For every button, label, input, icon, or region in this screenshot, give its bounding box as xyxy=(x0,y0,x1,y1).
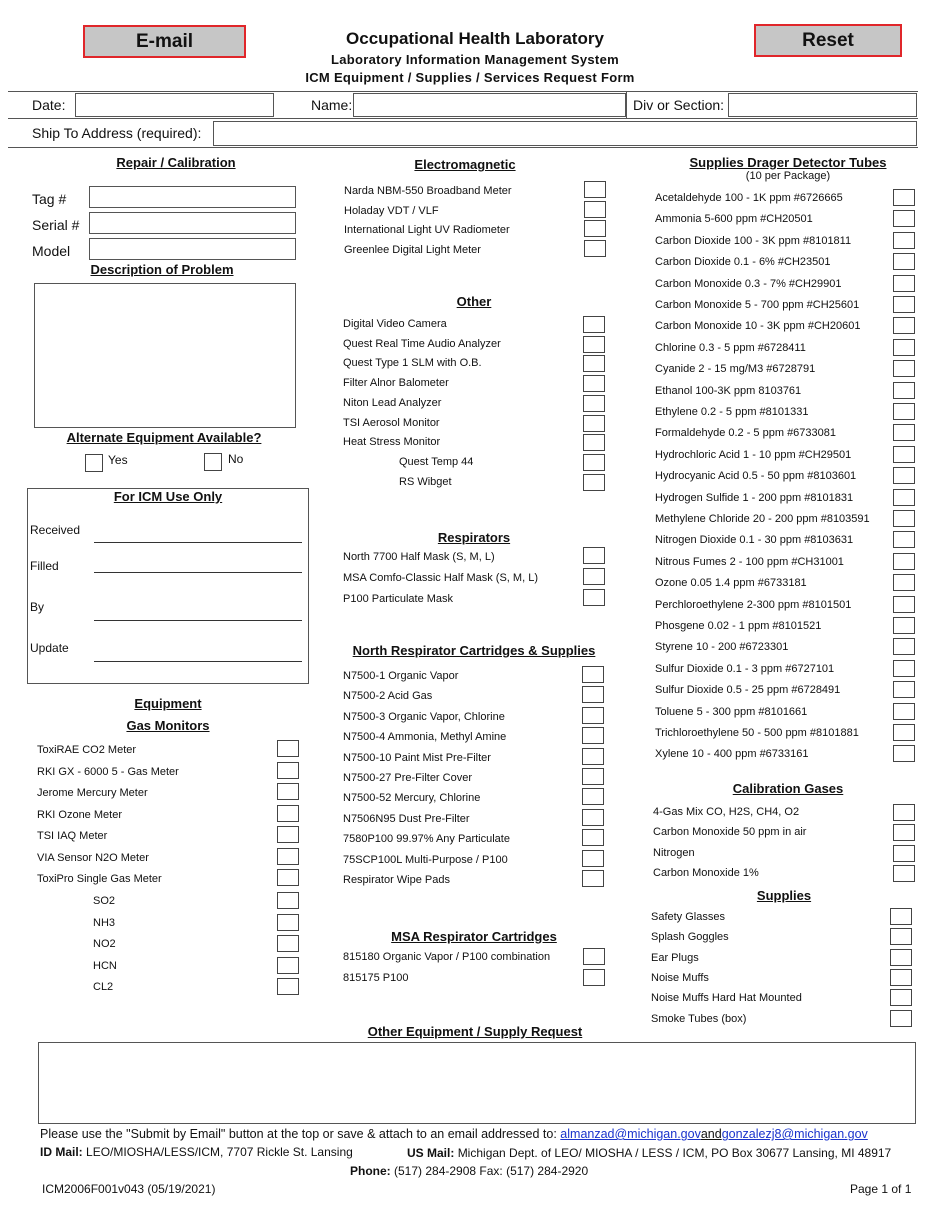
item-checkbox[interactable] xyxy=(893,681,915,698)
list-item-label: 75SCP100L Multi-Purpose / P100 xyxy=(343,853,508,866)
item-checkbox[interactable] xyxy=(893,210,915,227)
list-item-label: Niton Lead Analyzer xyxy=(343,396,442,409)
list-item-label: N7500-2 Acid Gas xyxy=(343,690,433,703)
list-item-label: Safety Glasses xyxy=(651,911,725,923)
item-checkbox[interactable] xyxy=(893,360,915,377)
item-checkbox[interactable] xyxy=(277,826,299,843)
item-checkbox[interactable] xyxy=(893,446,915,463)
list-item-label: MSA Comfo-Classic Half Mask (S, M, L) xyxy=(343,572,538,584)
list-item-label: N7500-10 Paint Mist Pre-Filter xyxy=(343,751,491,764)
item-checkbox[interactable] xyxy=(893,553,915,570)
other-request-heading: Other Equipment / Supply Request xyxy=(367,1024,583,1039)
date-field[interactable] xyxy=(75,93,274,117)
item-checkbox[interactable] xyxy=(277,869,299,886)
drager-heading: Supplies Drager Detector Tubes xyxy=(689,155,887,170)
list-item-label: Ozone 0.05 1.4 ppm #6733181 xyxy=(655,577,807,590)
other-request-textarea[interactable] xyxy=(38,1042,916,1124)
id-mail xyxy=(40,1145,353,1159)
list-item-label: 815180 Organic Vapor / P100 combination xyxy=(343,951,551,963)
item-checkbox[interactable] xyxy=(582,870,604,887)
name-field[interactable] xyxy=(353,93,626,117)
list-item-label: Carbon Monoxide 5 - 700 ppm #CH25601 xyxy=(655,299,860,311)
list-item-label: Trichloroethylene 50 - 500 ppm #8101881 xyxy=(655,727,859,739)
list-item-label: Formaldehyde 0.2 - 5 ppm #6733081 xyxy=(655,427,837,440)
item-checkbox[interactable] xyxy=(277,848,299,865)
divider xyxy=(626,91,627,119)
item-checkbox[interactable] xyxy=(277,740,299,757)
list-item-label: N7500-1 Organic Vapor xyxy=(343,670,459,682)
list-item-label: TSI Aerosol Monitor xyxy=(343,416,440,429)
form-name: ICM Equipment / Supplies / Services Request Form xyxy=(305,70,635,85)
division-label: Div or Section: xyxy=(633,97,725,113)
item-checkbox[interactable] xyxy=(583,568,605,585)
list-item-label: RKI Ozone Meter xyxy=(37,808,122,821)
list-item-label: Carbon Dioxide 0.1 - 6% #CH23501 xyxy=(655,256,831,269)
by-label: By xyxy=(30,600,45,614)
repair-heading: Repair / Calibration xyxy=(116,155,236,170)
north-cartridges-heading: North Respirator Cartridges & Supplies xyxy=(352,643,596,658)
supplies-heading: Supplies xyxy=(756,888,812,903)
list-item-label: Ethanol 100-3K ppm 8103761 xyxy=(655,384,802,397)
item-checkbox[interactable] xyxy=(582,707,604,724)
list-item-label: Xylene 10 - 400 ppm #6733161 xyxy=(655,748,809,761)
list-item-label: North 7700 Half Mask (S, M, L) xyxy=(343,551,495,563)
us-mail-label: US Mail: xyxy=(407,1146,455,1160)
list-item-label: Smoke Tubes (box) xyxy=(651,1012,747,1025)
model-label: Model xyxy=(32,243,71,259)
item-checkbox[interactable] xyxy=(584,220,606,237)
footer-instruction-line xyxy=(40,1127,868,1141)
list-item-label: HCN xyxy=(93,959,117,972)
list-item-label: 4-Gas Mix CO, H2S, CH4, O2 xyxy=(653,806,800,818)
ship-to-label: Ship To Address (required): xyxy=(32,125,202,141)
list-item-label: N7500-27 Pre-Filter Cover xyxy=(343,772,472,784)
item-checkbox[interactable] xyxy=(582,686,604,703)
phone-label: Phone: xyxy=(350,1164,391,1178)
item-checkbox[interactable] xyxy=(893,253,915,270)
id-mail-label: ID Mail: xyxy=(40,1145,83,1159)
list-item-label: Carbon Dioxide 100 - 3K ppm #8101811 xyxy=(655,234,852,247)
msa-cartridges-heading: MSA Respirator Cartridges xyxy=(391,929,557,944)
list-item-label: 815175 P100 xyxy=(343,972,409,984)
calibration-gases-heading: Calibration Gases xyxy=(732,781,844,796)
form-id: ICM2006F001v043 (05/19/2021) xyxy=(42,1182,216,1196)
page-title: Occupational Health Laboratory xyxy=(346,29,604,48)
item-checkbox[interactable] xyxy=(583,454,605,471)
item-checkbox[interactable] xyxy=(277,914,299,931)
list-item-label: Toluene 5 - 300 ppm #8101661 xyxy=(655,705,808,718)
list-item-label: Jerome Mercury Meter xyxy=(37,787,148,799)
item-checkbox[interactable] xyxy=(582,829,604,846)
item-checkbox[interactable] xyxy=(893,660,915,677)
list-item-label: Sulfur Dioxide 0.1 - 3 ppm #6727101 xyxy=(655,662,835,675)
list-item-label: P100 Particulate Mask xyxy=(343,593,454,605)
received-line[interactable] xyxy=(94,542,302,543)
alt-yes-label: Yes xyxy=(108,453,128,467)
list-item-label: Noise Muffs xyxy=(651,971,709,984)
list-item-label: ToxiRAE CO2 Meter xyxy=(37,744,137,756)
item-checkbox[interactable] xyxy=(893,596,915,613)
item-checkbox[interactable] xyxy=(277,783,299,800)
list-item-label: NH3 xyxy=(93,916,116,929)
item-checkbox[interactable] xyxy=(583,415,605,432)
item-checkbox[interactable] xyxy=(890,969,912,986)
list-item-label: Filter Alnor Balometer xyxy=(343,377,449,390)
ship-to-field[interactable] xyxy=(213,121,917,146)
name-label: Name: xyxy=(311,97,353,113)
drager-subheading: (10 per Package) xyxy=(745,170,831,182)
item-checkbox[interactable] xyxy=(582,768,604,785)
list-item-label: RS Wibget xyxy=(399,476,452,488)
item-checkbox[interactable] xyxy=(893,724,915,741)
by-line[interactable] xyxy=(94,620,302,621)
item-checkbox[interactable] xyxy=(584,240,606,257)
list-item-label: Holaday VDT / VLF xyxy=(344,204,439,217)
item-checkbox[interactable] xyxy=(893,531,915,548)
email-link-1[interactable]: almanzad@michigan.gov xyxy=(560,1127,701,1141)
update-line[interactable] xyxy=(94,661,302,662)
list-item-label: Chlorine 0.3 - 5 ppm #6728411 xyxy=(655,341,806,354)
list-item-label: VIA Sensor N2O Meter xyxy=(37,851,149,864)
us-mail xyxy=(407,1146,891,1160)
list-item-label: N7506N95 Dust Pre-Filter xyxy=(343,812,470,825)
tag-label: Tag # xyxy=(32,191,67,207)
list-item-label: Sulfur Dioxide 0.5 - 25 ppm #6728491 xyxy=(655,684,841,697)
footer-and: and xyxy=(700,1127,722,1141)
list-item-label: Digital Video Camera xyxy=(343,318,447,330)
page-number: Page 1 of 1 xyxy=(850,1182,912,1196)
electromagnetic-heading: Electromagnetic xyxy=(414,157,516,172)
list-item-label: N7500-3 Organic Vapor, Chlorine xyxy=(343,710,505,723)
item-checkbox[interactable] xyxy=(277,978,299,995)
us-mail-value: Michigan Dept. of LEO/ MIOSHA / LESS / ICM, PO Box 30677 Lansing, MI 48917 xyxy=(457,1146,892,1160)
item-checkbox[interactable] xyxy=(893,317,915,334)
item-checkbox[interactable] xyxy=(583,547,605,564)
alt-no-label: No xyxy=(228,452,244,466)
item-checkbox[interactable] xyxy=(584,181,606,198)
item-checkbox[interactable] xyxy=(893,296,915,313)
list-item-label: Noise Muffs Hard Hat Mounted xyxy=(651,992,802,1005)
item-checkbox[interactable] xyxy=(893,232,915,249)
item-checkbox[interactable] xyxy=(583,316,605,333)
item-checkbox[interactable] xyxy=(893,189,915,206)
list-item-label: Carbon Monoxide 1% xyxy=(653,866,759,879)
item-checkbox[interactable] xyxy=(277,762,299,779)
item-checkbox[interactable] xyxy=(893,339,915,356)
item-checkbox[interactable] xyxy=(582,727,604,744)
item-checkbox[interactable] xyxy=(893,824,915,841)
list-item-label: Acetaldehyde 100 - 1K ppm #6726665 xyxy=(655,192,843,204)
list-item-label: ToxiPro Single Gas Meter xyxy=(37,873,162,885)
item-checkbox[interactable] xyxy=(890,908,912,925)
other-heading: Other xyxy=(456,294,492,309)
item-checkbox[interactable] xyxy=(583,375,605,392)
item-checkbox[interactable] xyxy=(893,424,915,441)
item-checkbox[interactable] xyxy=(890,949,912,966)
item-checkbox[interactable] xyxy=(584,201,606,218)
list-item-label: Styrene 10 - 200 #6723301 xyxy=(655,641,789,654)
division-field[interactable] xyxy=(728,93,917,117)
item-checkbox[interactable] xyxy=(583,474,605,491)
item-checkbox[interactable] xyxy=(893,510,915,527)
item-checkbox[interactable] xyxy=(277,935,299,952)
list-item-label: N7500-52 Mercury, Chlorine xyxy=(343,792,481,805)
item-checkbox[interactable] xyxy=(893,275,915,292)
list-item-label: Splash Goggles xyxy=(651,931,729,944)
list-item-label: Nitrogen xyxy=(653,846,695,859)
icm-use-box xyxy=(27,488,309,684)
received-label: Received xyxy=(30,523,81,537)
serial-label: Serial # xyxy=(32,217,80,233)
gas-monitors-heading: Gas Monitors xyxy=(126,718,210,733)
item-checkbox[interactable] xyxy=(582,809,604,826)
list-item-label: Hydrogen Sulfide 1 - 200 ppm #8101831 xyxy=(655,491,854,504)
list-item-label: Heat Stress Monitor xyxy=(343,436,441,449)
item-checkbox[interactable] xyxy=(893,804,915,821)
item-checkbox[interactable] xyxy=(893,467,915,484)
list-item-label: 7580P100 99.97% Any Particulate xyxy=(343,833,510,846)
page-subtitle: Laboratory Information Management System xyxy=(331,52,619,67)
item-checkbox[interactable] xyxy=(890,989,912,1006)
list-item-label: Carbon Monoxide 10 - 3K ppm #CH20601 xyxy=(655,320,861,333)
list-item-label: N7500-4 Ammonia, Methyl Amine xyxy=(343,731,507,744)
list-item-label: Methylene Chloride 20 - 200 ppm #8103591 xyxy=(655,513,870,525)
problem-heading: Description of Problem xyxy=(90,262,234,277)
model-field[interactable] xyxy=(89,238,296,260)
item-checkbox[interactable] xyxy=(893,382,915,399)
item-checkbox[interactable] xyxy=(583,336,605,353)
list-item-label: Phosgene 0.02 - 1 ppm #8101521 xyxy=(655,620,822,632)
phone-value: (517) 284-2908 Fax: (517) 284-2920 xyxy=(394,1164,589,1178)
item-checkbox[interactable] xyxy=(893,489,915,506)
email-link-2[interactable]: gonzalezj8@michigan.gov xyxy=(721,1127,868,1141)
update-label: Update xyxy=(30,641,69,655)
item-checkbox[interactable] xyxy=(583,395,605,412)
filled-label: Filled xyxy=(30,559,59,573)
filled-line[interactable] xyxy=(94,572,302,573)
item-checkbox[interactable] xyxy=(890,928,912,945)
item-checkbox[interactable] xyxy=(582,748,604,765)
item-checkbox[interactable] xyxy=(582,666,604,683)
list-item-label: NO2 xyxy=(93,938,116,950)
list-item-label: International Light UV Radiometer xyxy=(344,224,510,236)
list-item-label: Carbon Monoxide 50 ppm in air xyxy=(653,826,807,839)
alt-yes-checkbox[interactable] xyxy=(85,454,103,472)
reset-button[interactable]: Reset xyxy=(754,24,902,57)
tag-field[interactable] xyxy=(89,186,296,208)
list-item-label: Ear Plugs xyxy=(651,951,699,964)
icm-use-heading: For ICM Use Only xyxy=(113,489,223,504)
list-item-label: Nitrogen Dioxide 0.1 - 30 ppm #8103631 xyxy=(655,534,854,547)
item-checkbox[interactable] xyxy=(583,355,605,372)
list-item-label: Quest Real Time Audio Analyzer xyxy=(343,337,501,350)
item-checkbox[interactable] xyxy=(890,1010,912,1027)
list-item-label: SO2 xyxy=(93,895,116,907)
list-item-label: Hydrochloric Acid 1 - 10 ppm #CH29501 xyxy=(655,448,852,461)
list-item-label: Quest Type 1 SLM with O.B. xyxy=(343,357,482,370)
item-checkbox[interactable] xyxy=(583,434,605,451)
item-checkbox[interactable] xyxy=(893,865,915,882)
item-checkbox[interactable] xyxy=(277,957,299,974)
respirators-heading: Respirators xyxy=(437,530,511,545)
list-item-label: Greenlee Digital Light Meter xyxy=(344,243,481,256)
id-mail-value: LEO/MIOSHA/LESS/ICM, 7707 Rickle St. Lansing xyxy=(86,1145,353,1159)
list-item-label: Ethylene 0.2 - 5 ppm #8101331 xyxy=(655,406,809,418)
phone xyxy=(350,1164,588,1178)
item-checkbox[interactable] xyxy=(582,788,604,805)
list-item-label: TSI IAQ Meter xyxy=(37,830,108,842)
serial-field[interactable] xyxy=(89,212,296,234)
problem-textarea[interactable] xyxy=(34,283,296,428)
list-item-label: Carbon Monoxide 0.3 - 7% #CH29901 xyxy=(655,277,842,290)
list-item-label: Hydrocyanic Acid 0.5 - 50 ppm #8103601 xyxy=(655,470,857,483)
item-checkbox[interactable] xyxy=(582,850,604,867)
item-checkbox[interactable] xyxy=(893,617,915,634)
item-checkbox[interactable] xyxy=(583,948,605,965)
item-checkbox[interactable] xyxy=(893,745,915,762)
item-checkbox[interactable] xyxy=(893,845,915,862)
item-checkbox[interactable] xyxy=(893,703,915,720)
list-item-label: Perchloroethylene 2-300 ppm #8101501 xyxy=(655,598,852,611)
list-item-label: CL2 xyxy=(93,981,114,993)
alt-no-checkbox[interactable] xyxy=(204,453,222,471)
item-checkbox[interactable] xyxy=(893,403,915,420)
item-checkbox[interactable] xyxy=(893,638,915,655)
item-checkbox[interactable] xyxy=(583,969,605,986)
item-checkbox[interactable] xyxy=(893,574,915,591)
item-checkbox[interactable] xyxy=(583,589,605,606)
equipment-heading: Equipment xyxy=(134,696,202,711)
list-item-label: Ammonia 5-600 ppm #CH20501 xyxy=(655,213,813,226)
list-item-label: Quest Temp 44 xyxy=(399,456,474,468)
item-checkbox[interactable] xyxy=(277,805,299,822)
date-label: Date: xyxy=(32,97,66,113)
item-checkbox[interactable] xyxy=(277,892,299,909)
footer-instruction: Please use the "Submit by Email" button at the top or save & attach to an email addressed to: xyxy=(40,1127,557,1141)
list-item-label: RKI GX - 6000 5 - Gas Meter xyxy=(37,765,179,778)
list-item-label: Cyanide 2 - 15 mg/M3 #6728791 xyxy=(655,363,816,376)
list-item-label: Respirator Wipe Pads xyxy=(343,874,450,886)
list-item-label: Narda NBM-550 Broadband Meter xyxy=(344,185,512,197)
alt-equipment-heading: Alternate Equipment Available? xyxy=(66,430,262,445)
list-item-label: Nitrous Fumes 2 - 100 ppm #CH31001 xyxy=(655,555,844,568)
email-button[interactable]: E-mail xyxy=(83,25,246,58)
